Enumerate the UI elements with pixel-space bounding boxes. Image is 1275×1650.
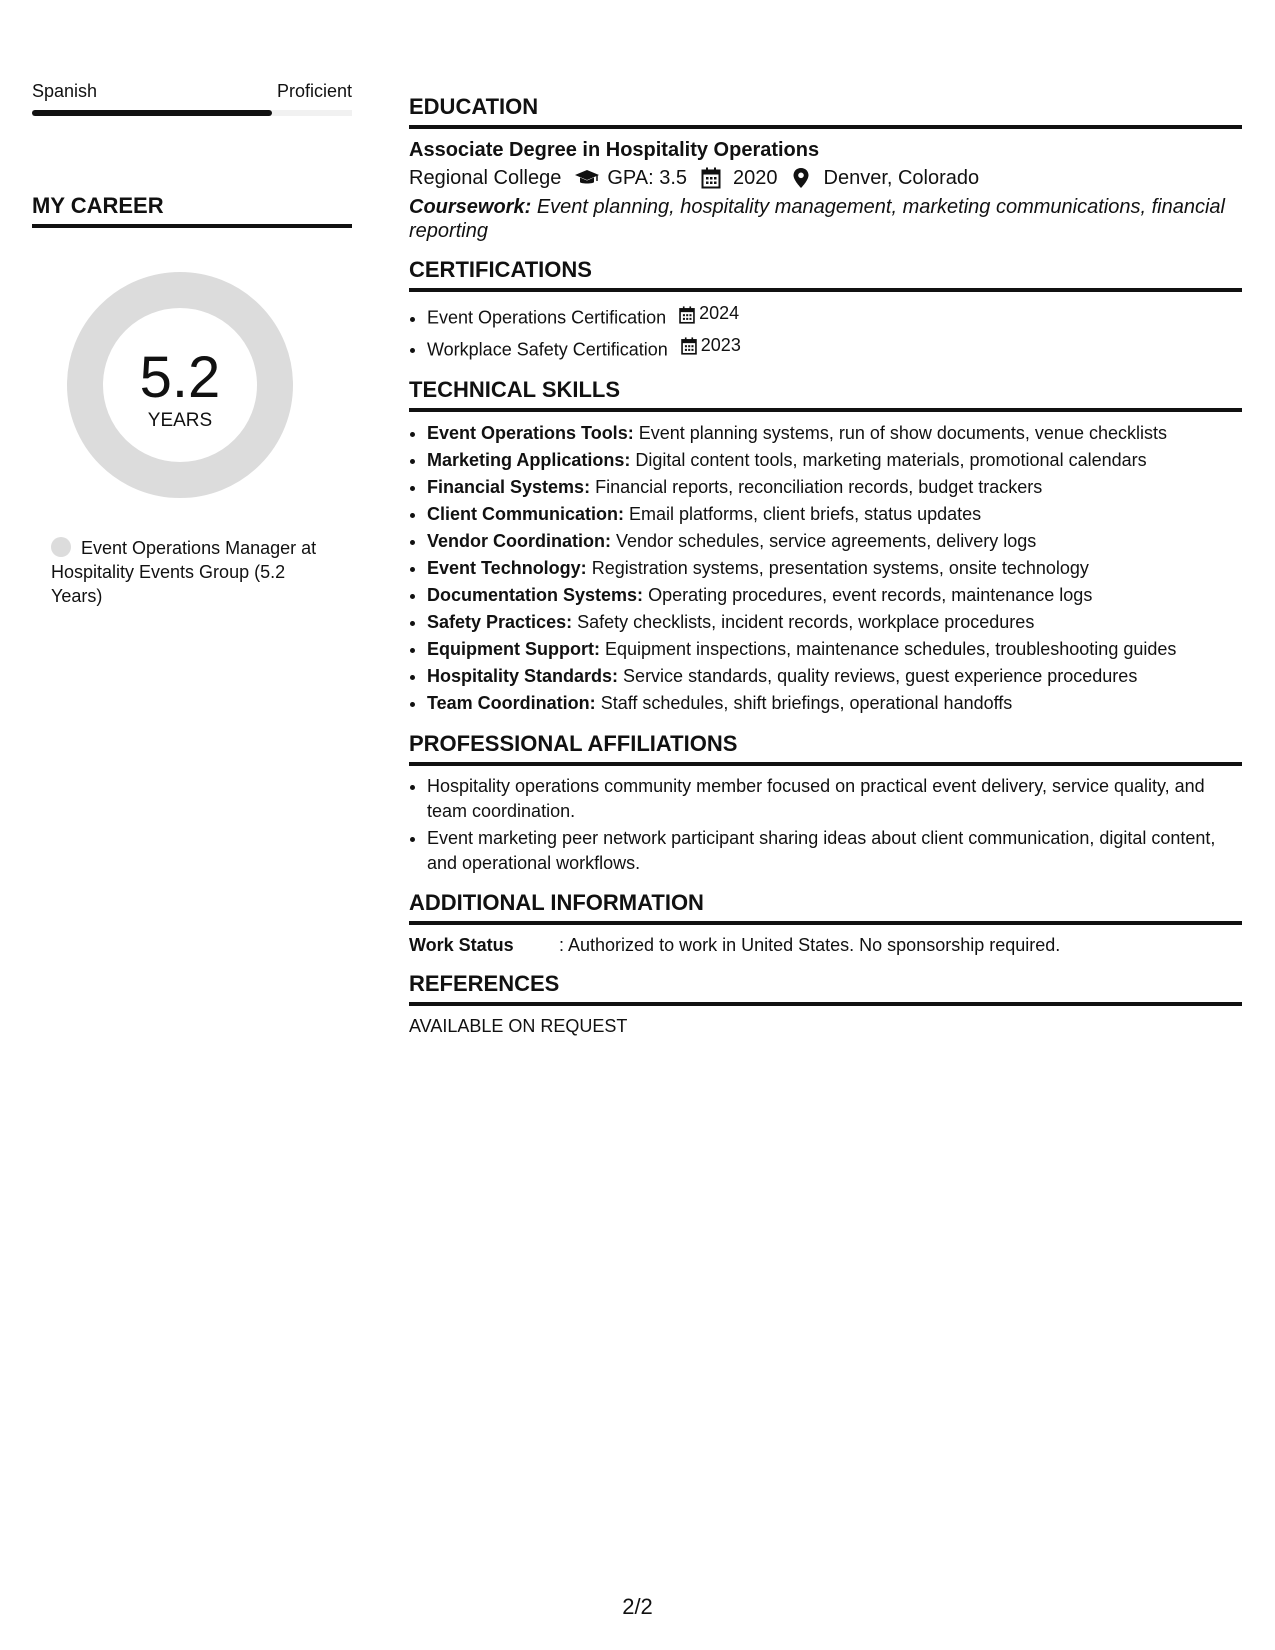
skill-text: Safety checklists, incident records, workplace procedures [577,612,1035,632]
certification-item [427,332,1242,364]
calendar-icon [678,305,696,323]
skill-item [427,690,1242,717]
work-status-label: Work Status [409,935,514,955]
work-status-value: : Authorized to work in United States. No sponsorship required. [559,935,1061,955]
calendar-icon [680,336,698,354]
skills-heading: TECHNICAL SKILLS [409,377,1242,412]
skill-item [427,636,1242,663]
graduation-year: 2020 [733,167,778,189]
career-legend-dot [51,537,71,557]
skill-item [427,501,1242,528]
certification-item [427,300,1242,332]
skill-label: Event Technology: [427,558,587,578]
skill-label: Safety Practices: [427,612,573,632]
skill-item [427,474,1242,501]
school-name: Regional College [409,167,562,189]
affiliations-section [409,731,1242,876]
certification-name: Workplace Safety Certification [427,339,668,359]
skill-item [427,447,1242,474]
coursework-label: Coursework: [409,196,532,218]
certifications-heading: CERTIFICATIONS [409,257,1242,292]
skill-text: Staff schedules, shift briefings, operational handoffs [600,693,1013,713]
skill-item [427,582,1242,609]
language-proficiency-bar [32,110,352,116]
skill-label: Team Coordination: [427,693,596,713]
certification-year: 2024 [699,303,740,323]
references-section [409,971,1242,1038]
skills-section [409,377,1242,717]
additional-info-heading: ADDITIONAL INFORMATION [409,890,1242,925]
affiliations-heading: PROFESSIONAL AFFILIATIONS [409,731,1242,766]
skill-text: Equipment inspections, maintenance schedules, troubleshooting guides [605,639,1177,659]
career-years-donut [67,272,293,498]
skill-item [427,420,1242,447]
skill-text: Financial reports, reconciliation records, budget trackers [595,477,1043,497]
certification-year: 2023 [700,334,741,355]
main-column [409,94,1242,1052]
affiliations-list [409,774,1242,876]
education-section [409,94,1242,243]
career-item-text: Event Operations Manager at Hospitality Events Group (5.2 Years) [51,538,317,606]
skill-item [427,663,1242,690]
map-pin-icon [792,167,814,189]
language-level: Proficient [276,81,352,101]
language-row [32,80,352,102]
graduation-cap-icon [575,167,597,189]
additional-info-section [409,890,1242,957]
career-heading: MY CAREER [32,193,352,228]
gpa: GPA: 3.5 [607,167,687,189]
career-item [51,536,341,608]
skill-text: Vendor schedules, service agreements, delivery logs [616,531,1037,551]
skill-text: Operating procedures, event records, maintenance logs [648,585,1093,605]
career-years-value: 5.2 [139,345,221,410]
affiliation-item: • Event marketing peer network participant sharing ideas about client communication, digital content, and operational workflows. [427,826,1242,876]
references-text: AVAILABLE ON REQUEST [409,1016,628,1036]
references-heading: REFERENCES [409,971,1242,1006]
skill-label: Client Communication: [427,504,624,524]
skill-label: Documentation Systems: [427,585,644,605]
certifications-section [409,257,1242,363]
calendar-icon [701,167,723,189]
page-number: 2/2 [622,1594,653,1619]
skill-text: Digital content tools, marketing materials, promotional calendars [635,450,1147,470]
coursework-text: Event planning, hospitality management, marketing communications, financial reporting [409,196,1225,242]
work-status-row [409,933,1242,957]
skill-label: Marketing Applications: [427,450,631,470]
language-name: Spanish [32,81,98,101]
skill-label: Hospitality Standards: [427,666,619,686]
skill-text: Email platforms, client briefs, status updates [629,504,982,524]
education-meta [409,163,1242,193]
affiliation-item: • Hospitality operations community member focused on practical event delivery, service quality, and team coordination. [427,774,1242,824]
skill-label: Financial Systems: [427,477,591,497]
skill-text: Event planning systems, run of show documents, venue checklists [638,423,1167,443]
skill-label: Vendor Coordination: [427,531,611,551]
skill-item [427,528,1242,555]
sidebar [32,80,352,608]
career-years-unit: YEARS [147,410,213,431]
coursework [409,195,1242,243]
donut-center [67,272,293,498]
skill-item [427,555,1242,582]
certification-name: Event Operations Certification [427,307,667,328]
skill-label: Equipment Support: [427,639,600,659]
school-location: Denver, Colorado [823,167,980,189]
skills-list [409,420,1242,717]
skill-text: Registration systems, presentation systems, onsite technology [591,558,1089,578]
degree-title: Associate Degree in Hospitality Operations [409,139,820,161]
language-proficiency-fill [32,110,272,116]
education-heading: EDUCATION [409,94,1242,129]
skill-text: Service standards, quality reviews, guest experience procedures [623,666,1138,686]
skill-label: Event Operations Tools: [427,423,634,443]
certifications-list [409,300,1242,363]
skill-item [427,609,1242,636]
